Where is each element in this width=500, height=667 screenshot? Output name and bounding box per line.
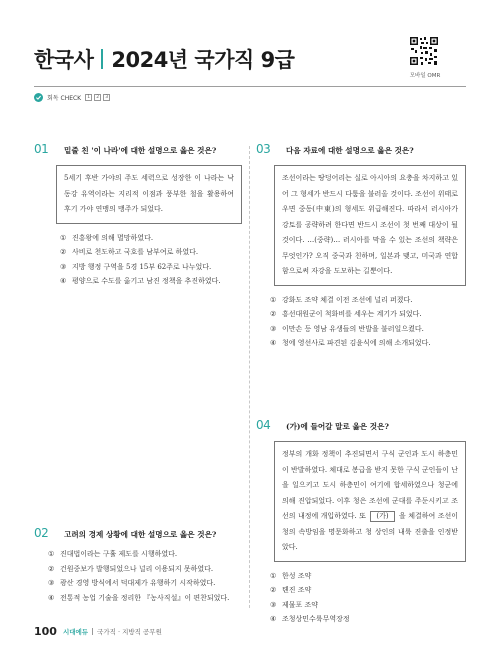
choice-text: 한성 조약 — [282, 571, 312, 580]
question-01 — [34, 142, 242, 289]
check-box-1[interactable]: 1 — [85, 94, 92, 101]
qr-label: 모바일 OMR — [409, 73, 441, 79]
choice-text: 이만손 등 영남 유생들의 반발을 불러일으켰다. — [282, 324, 424, 333]
check-circle-icon — [34, 93, 43, 102]
choice-1[interactable] — [60, 231, 242, 246]
choice-3[interactable] — [270, 598, 468, 613]
question-number: 04 — [256, 418, 271, 432]
passage-text-before: 정부의 개화 정책이 추진되면서 구식 군인과 도시 하층민이 반발하였다. 체대로 봉급을 받지 못한 구식 군인들이 난을 일으키고 도시 하층민이 여기에 합세하였으나 청군에 의해 진압되었다. 이후 청은 조선에 군대를 주둔시키고 조선의 내정에 개입하였다. 또 — [282, 450, 458, 520]
subject-title: 한국사 — [34, 48, 94, 72]
choice-text: 광산 경영 방식에서 덕대제가 유행하기 시작하였다. — [60, 579, 216, 588]
choice-list — [270, 293, 468, 351]
choice-mark: ① — [48, 550, 55, 558]
choice-mark: ④ — [48, 593, 55, 602]
exam-title: 2024년 국가직 9급 — [111, 48, 295, 72]
question-prompt: 밑줄 친 '이 나라'에 대한 설명으로 옳은 것은? — [64, 146, 217, 155]
choice-text: 전통적 농업 기술을 정리한 『농사직설』이 편찬되었다. — [60, 593, 230, 602]
choice-mark: ④ — [60, 277, 67, 286]
question-number: 02 — [34, 526, 49, 540]
choice-text: 흥선대원군이 척화비를 세우는 계기가 되었다. — [282, 310, 422, 319]
check-box-2[interactable]: 2 — [94, 94, 101, 101]
choice-mark: ③ — [60, 262, 67, 271]
choice-list — [60, 231, 242, 289]
choice-4[interactable] — [270, 336, 468, 351]
choice-mark: ① — [270, 571, 277, 580]
question-04 — [256, 418, 468, 627]
choice-mark: ③ — [48, 579, 55, 588]
publisher-name: 시대에듀 — [62, 628, 89, 636]
choice-text: 제물포 조약 — [282, 600, 319, 609]
choice-3[interactable] — [48, 576, 244, 591]
choice-text: 평양으로 수도를 옮기고 남진 정책을 추진하였다. — [72, 277, 221, 286]
choice-text: 청에 영선사로 파견된 김윤식에 의해 소개되었다. — [282, 339, 431, 348]
page-number: 100 — [34, 625, 57, 638]
question-02 — [34, 526, 244, 605]
question-number: 01 — [34, 142, 49, 156]
qr-code-icon[interactable] — [409, 36, 439, 66]
choice-text: 진흥왕에 의해 멸망하였다. — [72, 233, 154, 242]
choice-mark: ④ — [270, 339, 277, 348]
choice-mark: ② — [270, 586, 277, 595]
choice-text: 지방 행정 구역을 5경 15부 62주로 나누었다. — [72, 262, 212, 271]
check-label: 회독 CHECK — [47, 95, 82, 102]
choice-text: 사비로 천도하고 국호를 남부여로 하였다. — [72, 248, 199, 257]
column-divider — [249, 146, 250, 608]
choice-mark: ④ — [270, 615, 277, 624]
choice-1[interactable] — [48, 547, 244, 562]
question-prompt: (가)에 들어갈 말로 옳은 것은? — [286, 422, 389, 431]
choice-text: 조청상민수륙무역장정 — [282, 615, 350, 624]
choice-text: 건원중보가 발행되었으나 널리 이용되지 못하였다. — [60, 564, 214, 573]
page-footer — [34, 625, 162, 638]
question-passage — [274, 441, 466, 562]
choice-mark: ② — [48, 564, 55, 573]
passage-text-after: 을 체결하여 조선이 청의 속방임을 명문화하고 청 상인의 내륙 진출을 인정받았다. — [282, 512, 458, 551]
choice-mark: ① — [270, 295, 277, 304]
choice-4[interactable] — [48, 591, 244, 606]
choice-text: 톈진 조약 — [282, 586, 312, 595]
page-title — [34, 44, 294, 74]
question-number: 03 — [256, 142, 271, 156]
choice-1[interactable] — [270, 293, 468, 308]
choice-1[interactable] — [270, 569, 468, 584]
question-passage: 5세기 후반 가야의 주도 세력으로 성장한 이 나라는 낙동강 유역이라는 지리적 이점과 풍부한 철을 활용하여 후기 가야 연맹의 맹주가 되었다. — [56, 165, 242, 224]
check-box-3[interactable]: 3 — [103, 94, 110, 101]
choice-2[interactable] — [48, 562, 244, 577]
question-prompt: 다음 자료에 대한 설명으로 옳은 것은? — [286, 146, 414, 155]
review-check — [34, 93, 112, 102]
header-divider — [34, 86, 466, 87]
choice-4[interactable] — [270, 612, 468, 627]
footer-separator — [92, 628, 93, 635]
choice-list — [48, 547, 244, 605]
choice-list — [270, 569, 468, 627]
series-name: 국가직 · 지방직 공무원 — [97, 628, 162, 636]
choice-4[interactable] — [60, 274, 242, 289]
choice-mark: ② — [60, 248, 67, 257]
choice-3[interactable] — [270, 322, 468, 337]
question-passage: 조선이라는 땅덩어리는 실로 아시아의 요충을 차지하고 있어 그 형세가 반드시 다툼을 불러올 것이다. 조선이 위태로우면 중동(中東)의 형세도 위급해진다. 따라서 러시아가 강토를 공략하려 한다면 반드시 조선이 첫 번째 대상이 될 것이다. …(중략)… 러시아를 막을 수 있는 조선의 책략은 무엇인가? 오직 중국과 친하며, 일본과 맺고, 미국과 연합함으로써 자강을 도모하는 길뿐이다. — [274, 165, 466, 286]
choice-2[interactable] — [270, 307, 468, 322]
choice-mark: ② — [270, 310, 277, 319]
question-03 — [256, 142, 468, 351]
blank-box: (가) — [370, 511, 394, 522]
choice-mark: ③ — [270, 324, 277, 333]
choice-mark: ③ — [270, 600, 277, 609]
title-separator — [101, 49, 103, 69]
question-prompt: 고려의 경제 상황에 대한 설명으로 옳은 것은? — [64, 530, 217, 539]
choice-2[interactable] — [270, 583, 468, 598]
choice-text: 진대법이라는 구휼 제도를 시행하였다. — [60, 550, 178, 558]
choice-text: 강화도 조약 체결 이전 조선에 널리 퍼졌다. — [282, 295, 413, 304]
choice-3[interactable] — [60, 260, 242, 275]
choice-2[interactable] — [60, 245, 242, 260]
choice-mark: ① — [60, 233, 67, 242]
